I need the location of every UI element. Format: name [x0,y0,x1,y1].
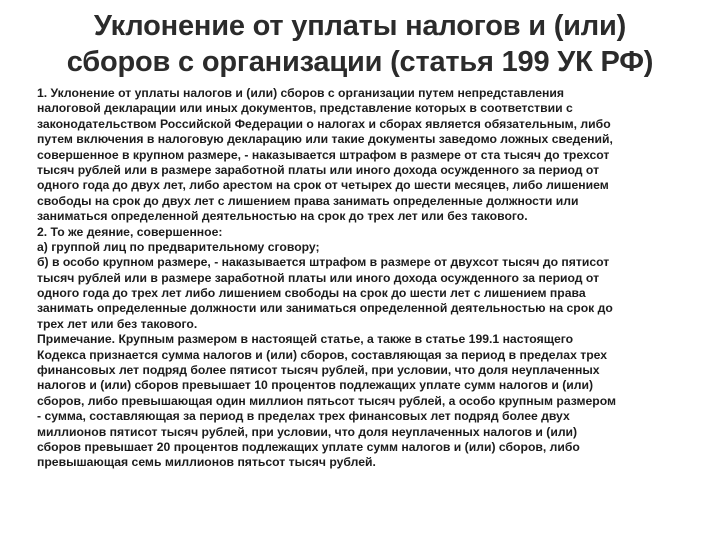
title-line-1: Уклонение от уплаты налогов и (или) [93,10,627,42]
note-line: сборов, либо превышающая один миллион пятьсот тысяч рублей, а особо крупным размером [37,393,617,408]
paragraph-2-item-b-line: занимать определенные должности или заниматься определенной деятельностью на срок до [37,301,613,316]
paragraph-1-line: свободы на срок до двух лет с лишением права занимать определенные должности или [37,193,579,208]
paragraph-1-line: одного года до двух лет, либо арестом на срок от четырех до шести месяцев, либо лишением [37,178,609,193]
paragraph-2-item-b-line: трех лет или без такового. [37,316,198,331]
paragraph-2-item-a: а) группой лиц по предварительному сговору; [37,239,320,254]
note-line: налогов и (или) сборов превышает 10 процентов подлежащих уплате сумм налогов и (или) [37,378,594,393]
paragraph-2-item-b-line: одного года до трех лет либо лишением свободы на срок до шести лет с лишением права [37,286,586,301]
note-line: - сумма, составляющая за период в пределах трех финансовых лет подряд более двух [37,409,570,424]
paragraph-1-line: законодательством Российской Федерации о налогах и сборах является обязательным, либо [37,116,611,131]
paragraph-2-item-b-line: тысяч рублей или в размере заработной платы или иного дохода осужденного за период от [37,270,600,285]
paragraph-2-heading: 2. То же деяние, совершенное: [37,224,223,239]
note-line: Примечание. Крупным размером в настоящей статье, а также в статье 199.1 настоящего [37,332,574,347]
paragraph-1-line: путем включения в налоговую декларацию или такие документы заведомо ложных сведений, [37,132,613,147]
paragraph-1-line: тысяч рублей или в размере заработной платы или иного дохода осужденного за период от [37,162,600,177]
paragraph-1-line: налоговой декларации или иных документов, представление которых в соответствии с [37,101,573,116]
note-line: финансовых лет подряд более пятисот тысяч рублей, при условии, что доля неуплаченных [37,363,600,378]
paragraph-1-line: совершенное в крупном размере, - наказывается штрафом в размере от ста тысяч до трехсот [37,147,610,162]
slide-title [20,8,700,80]
paragraph-2-item-b-line: б) в особо крупном размере, - наказывается штрафом в размере от двухсот тысяч до пятисот [37,255,610,270]
article-text [37,86,709,471]
paragraph-1-line: заниматься определенной деятельностью на срок до трех лет или без такового. [37,209,528,224]
note-line: сборов превышает 20 процентов подлежащих уплате сумм налогов и (или) сборов, либо [37,439,580,454]
paragraph-1-line: 1. Уклонение от уплаты налогов и (или) сборов с организации путем непредставления [37,86,564,100]
title-line-2: сборов с организации (статья 199 УК РФ) [66,46,654,78]
note-line: миллионов пятисот тысяч рублей, при условии, что доля неуплаченных налогов и (или) [37,424,578,439]
note-line: превышающая семь миллионов пятьсот тысяч рублей. [37,455,376,470]
note-line: Кодекса признается сумма налогов и (или) сборов, составляющая за период в пределах трех [37,347,608,362]
